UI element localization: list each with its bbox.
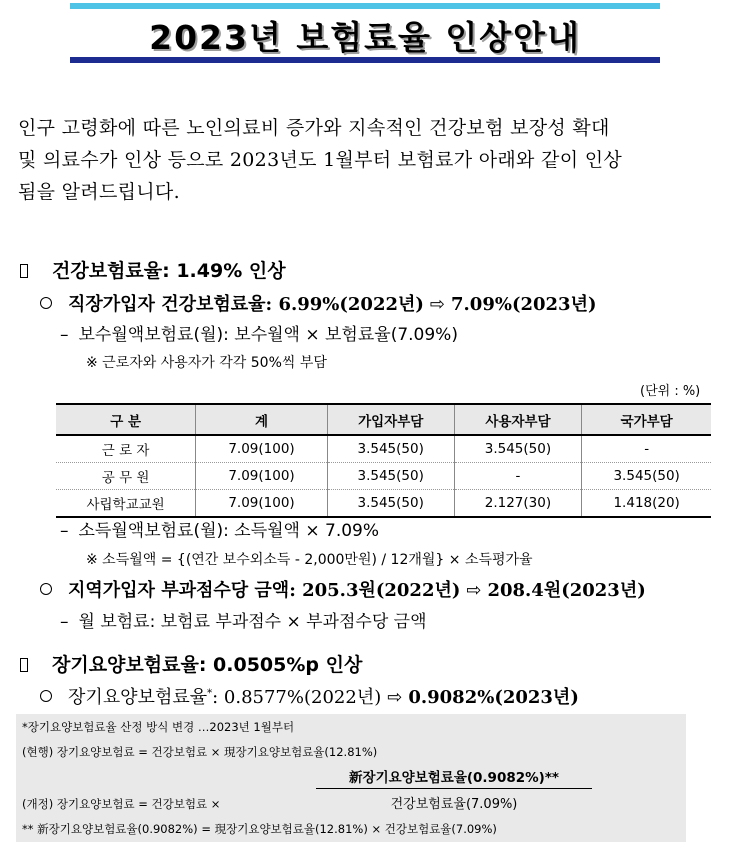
regional-rate-from: 지역가입자 부과점수당 금액: 205.3원(2022년) bbox=[68, 580, 461, 601]
contribution-table bbox=[56, 403, 711, 518]
footnote-line-2: (현행) 장기요양보험료 = 건강보험료 × 現장기요양보험료율(12.81%) bbox=[22, 745, 378, 759]
table-cell: 7.09(100) bbox=[196, 435, 328, 463]
income-formula-text: 소득월액보험료(월): 소득월액 × 7.09% bbox=[78, 521, 380, 541]
intro-line-2: 및 의료수가 인상 등으로 2023년도 1월부터 보험료가 아래와 같이 인상 bbox=[18, 149, 623, 171]
circle-bullet-icon bbox=[40, 583, 52, 595]
salary-formula-text: 보수월액보험료(월): 보수월액 × 보험료율(7.09%) bbox=[78, 325, 458, 345]
table-cell: 7.09(100) bbox=[196, 490, 328, 518]
table-header: 구 분 bbox=[56, 404, 196, 435]
footnote-line-1: *장기요양보험료율 산정 방식 변경 …2023년 1월부터 bbox=[22, 720, 295, 734]
table-row bbox=[56, 435, 711, 463]
table-header: 가입자부담 bbox=[327, 404, 454, 435]
footnote-line-3: (개정) 장기요양보험료 = 건강보험료 × bbox=[22, 797, 221, 811]
table-cell: 3.545(50) bbox=[327, 490, 454, 518]
health-heading-text: 건강보험료율: 1.49% 인상 bbox=[52, 260, 286, 282]
health-section-heading bbox=[20, 256, 286, 283]
footnote-line-4: ** 新장기요양보험료율(0.9082%) = 現장기요양보험료율(12.81%) × 건강보험료율(7.09%) bbox=[22, 822, 497, 836]
salary-formula-line bbox=[60, 320, 458, 345]
dash-bullet: – bbox=[60, 325, 69, 345]
ltc-heading-text: 장기요양보험료율: 0.0505%p 인상 bbox=[52, 654, 363, 676]
ltc-rate-label: 장기요양보험료율 bbox=[68, 687, 208, 708]
arrow-right-icon: ⇨ bbox=[466, 580, 482, 601]
footnote-box bbox=[16, 714, 686, 842]
table-cell: 7.09(100) bbox=[196, 463, 328, 490]
ltc-section-heading bbox=[20, 650, 362, 677]
ltc-rate-line bbox=[40, 683, 579, 709]
table-cell: 3.545(50) bbox=[327, 435, 454, 463]
table-header: 국가부담 bbox=[582, 404, 711, 435]
fraction-numerator: 新장기요양보험료율(0.9082%)** bbox=[349, 770, 559, 786]
table-cell: 근 로 자 bbox=[56, 435, 196, 463]
regional-rate-line bbox=[40, 576, 646, 602]
table-cell: 1.418(20) bbox=[582, 490, 711, 518]
intro-line-3: 됨을 알려드립니다. bbox=[18, 181, 180, 203]
table-cell: 공 무 원 bbox=[56, 463, 196, 490]
table-cell: 3.545(50) bbox=[454, 435, 582, 463]
title-top-bar bbox=[70, 3, 660, 9]
table-header-row bbox=[56, 404, 711, 435]
table-header: 계 bbox=[196, 404, 328, 435]
regional-formula-text: 월 보험료: 보험료 부과점수 × 부과점수당 금액 bbox=[78, 612, 427, 632]
share-note: ※ 근로자와 사용자가 각각 50%씩 부담 bbox=[86, 355, 327, 371]
employee-rate-from: 직장가입자 건강보험료율: 6.99%(2022년) bbox=[68, 294, 424, 315]
table-cell: 2.127(30) bbox=[454, 490, 582, 518]
arrow-right-icon: ⇨ bbox=[429, 294, 446, 315]
square-bullet-icon bbox=[20, 658, 28, 672]
page-title: 2023년 보험료율 인상안내 bbox=[149, 18, 581, 57]
table-cell: 사립학교교원 bbox=[56, 490, 196, 518]
income-note: ※ 소득월액 = {(연간 보수외소득 - 2,000만원) / 12개월} × 소득평가율 bbox=[86, 552, 533, 568]
ltc-rate-footnote-mark: * bbox=[207, 688, 213, 699]
fraction-bar bbox=[316, 788, 592, 789]
ltc-rate-from: : 0.8577%(2022년) bbox=[212, 687, 382, 708]
table-row bbox=[56, 463, 711, 490]
fraction-denominator: 건강보험료율(7.09%) bbox=[390, 797, 518, 812]
intro-line-1: 인구 고령화에 따른 노인의료비 증가와 지속적인 건강보험 보장성 확대 bbox=[18, 117, 610, 139]
table-row bbox=[56, 490, 711, 518]
table-cell: - bbox=[582, 435, 711, 463]
title-bottom-bar bbox=[70, 57, 660, 63]
circle-bullet-icon bbox=[40, 690, 52, 702]
arrow-right-icon: ⇨ bbox=[387, 687, 403, 708]
table-cell: 3.545(50) bbox=[582, 463, 711, 490]
dash-bullet: – bbox=[60, 521, 69, 541]
table-cell: - bbox=[454, 463, 582, 490]
regional-formula-line bbox=[60, 607, 427, 632]
regional-rate-to: 208.4원(2023년) bbox=[487, 580, 646, 601]
employee-rate-to: 7.09%(2023년) bbox=[451, 294, 597, 315]
dash-bullet: – bbox=[60, 612, 69, 632]
employee-rate-line bbox=[40, 290, 596, 316]
table-header: 사용자부담 bbox=[454, 404, 582, 435]
unit-label: (단위 : %) bbox=[640, 384, 701, 399]
table-cell: 3.545(50) bbox=[327, 463, 454, 490]
income-formula-line bbox=[60, 516, 379, 541]
square-bullet-icon bbox=[20, 264, 28, 278]
circle-bullet-icon bbox=[40, 297, 52, 309]
ltc-rate-to: 0.9082%(2023년) bbox=[408, 687, 579, 708]
